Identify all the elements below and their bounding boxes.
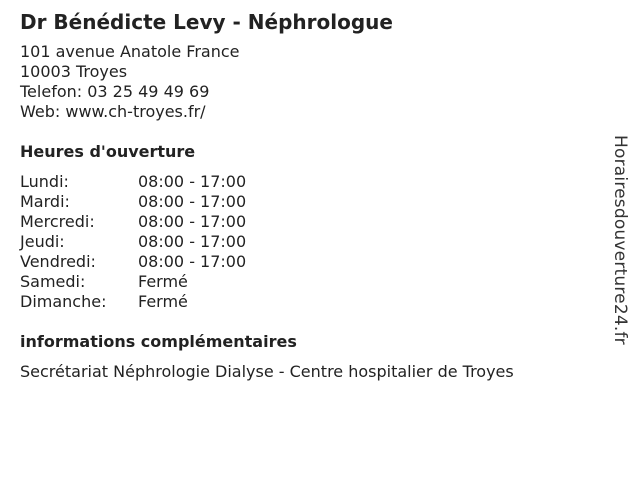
- site-watermark: Horairesdouverture24.fr: [610, 135, 630, 345]
- day-label: Samedi:: [20, 272, 86, 291]
- time-value: 08:00 - 17:00: [138, 232, 247, 251]
- website-link[interactable]: Web: www.ch-troyes.fr/: [20, 102, 206, 121]
- opening-hours-table: [20, 172, 600, 312]
- hours-row-monday: [20, 172, 600, 192]
- time-value: 08:00 - 17:00: [138, 192, 247, 211]
- day-label: Mardi:: [20, 192, 70, 211]
- hours-row-tuesday: [20, 192, 600, 212]
- phone-number[interactable]: Telefon: 03 25 49 49 69: [20, 82, 210, 101]
- hours-row-sunday: [20, 292, 600, 312]
- time-value: 08:00 - 17:00: [138, 252, 247, 271]
- address-street: 101 avenue Anatole France: [20, 42, 240, 61]
- time-value: Fermé: [138, 272, 188, 291]
- time-value: 08:00 - 17:00: [138, 172, 247, 191]
- hours-row-wednesday: [20, 212, 600, 232]
- page-title: Dr Bénédicte Levy - Néphrologue: [20, 10, 393, 34]
- day-label: Jeudi:: [20, 232, 65, 251]
- time-value: Fermé: [138, 292, 188, 311]
- day-label: Lundi:: [20, 172, 69, 191]
- practice-card: [20, 8, 600, 382]
- hours-row-friday: [20, 252, 600, 272]
- day-label: Vendredi:: [20, 252, 96, 271]
- time-value: 08:00 - 17:00: [138, 212, 247, 231]
- additional-info-heading: informations complémentaires: [20, 332, 297, 351]
- hours-row-saturday: [20, 272, 600, 292]
- day-label: Dimanche:: [20, 292, 107, 311]
- hours-row-thursday: [20, 232, 600, 252]
- additional-info-text: Secrétariat Néphrologie Dialyse - Centre hospitalier de Troyes: [20, 362, 514, 381]
- opening-hours-heading: Heures d'ouverture: [20, 142, 196, 161]
- address-city: 10003 Troyes: [20, 62, 128, 81]
- contact-block: [20, 42, 600, 122]
- day-label: Mercredi:: [20, 212, 95, 231]
